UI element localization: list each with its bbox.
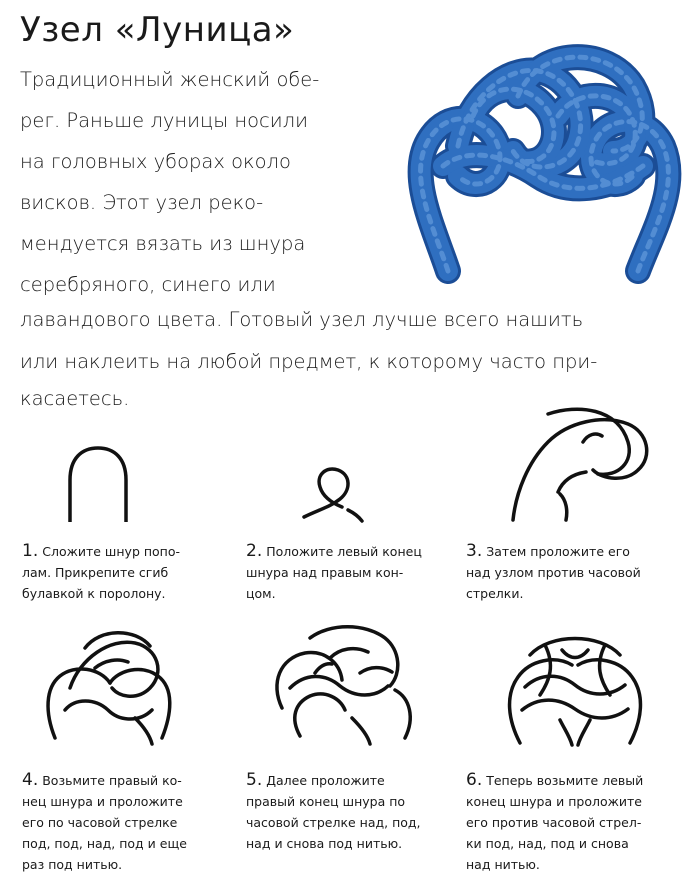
intro-line: касаетесь.	[20, 387, 130, 410]
step-line: ки под, над, под и снова	[466, 836, 629, 851]
step-line: над нитью.	[466, 857, 540, 872]
intro-line: или наклеить на любой предмет, к которому часто при-	[20, 350, 598, 373]
step-5-text	[246, 770, 421, 854]
step-number: 2.	[246, 541, 263, 561]
step-6-text	[466, 770, 643, 875]
step-line: раз под нитью.	[22, 857, 123, 872]
step-line: Сложите шнур попо-	[42, 544, 180, 559]
step-number: 6.	[466, 770, 483, 790]
intro-line: мендуется вязать из шнура	[20, 232, 306, 255]
step-number: 1.	[22, 541, 39, 561]
step-line: над узлом против часовой	[466, 565, 641, 580]
step-line: правый конец шнура по	[246, 794, 406, 809]
intro-line: лавандового цвета. Готовый узел лучше всего нашить	[20, 308, 584, 331]
step-line: его против часовой стрел-	[466, 815, 642, 830]
intro-line: серебряного, синего или	[20, 273, 276, 296]
knot-photo	[388, 26, 688, 286]
page-title: Узел «Луница»	[20, 10, 295, 50]
step-line: Затем проложите его	[486, 544, 630, 559]
step-line: булавкой к поролону.	[22, 586, 166, 601]
step-1-text	[22, 541, 180, 604]
step-number: 4.	[22, 770, 39, 790]
step-line: над и снова под нитью.	[246, 836, 403, 851]
step-4-diagram	[40, 618, 180, 748]
step-1-diagram	[60, 440, 140, 525]
step-line: Далее проложите	[266, 773, 385, 788]
step-line: под, под, над, под и еще	[22, 836, 187, 851]
step-2-text	[246, 541, 422, 604]
step-number: 3.	[466, 541, 483, 561]
step-4-text	[22, 770, 187, 875]
step-5-diagram	[270, 618, 420, 748]
intro-line: висков. Этот узел реко-	[20, 191, 264, 214]
step-3-diagram	[508, 402, 658, 527]
step-line: лам. Прикрепите сгиб	[22, 565, 169, 580]
intro-line: Традиционный женский обе-	[20, 68, 320, 91]
step-line: Возьмите правый ко-	[42, 773, 182, 788]
step-line: Положите левый конец	[266, 544, 422, 559]
step-line: цом.	[246, 586, 276, 601]
step-line: Теперь возьмите левый	[486, 773, 644, 788]
intro-line: рег. Раньше луницы носили	[20, 109, 308, 132]
intro-line: на головных уборах около	[20, 150, 291, 173]
step-2-diagram	[296, 455, 368, 527]
step-6-diagram	[500, 625, 650, 750]
step-line: конец шнура и проложите	[466, 794, 642, 809]
step-number: 5.	[246, 770, 263, 790]
step-line: стрелки.	[466, 586, 524, 601]
step-line: часовой стрелке над, под,	[246, 815, 421, 830]
step-line: нец шнура и проложите	[22, 794, 183, 809]
step-3-text	[466, 541, 641, 604]
step-line: шнура над правым кон-	[246, 565, 404, 580]
step-line: его по часовой стрелке	[22, 815, 178, 830]
